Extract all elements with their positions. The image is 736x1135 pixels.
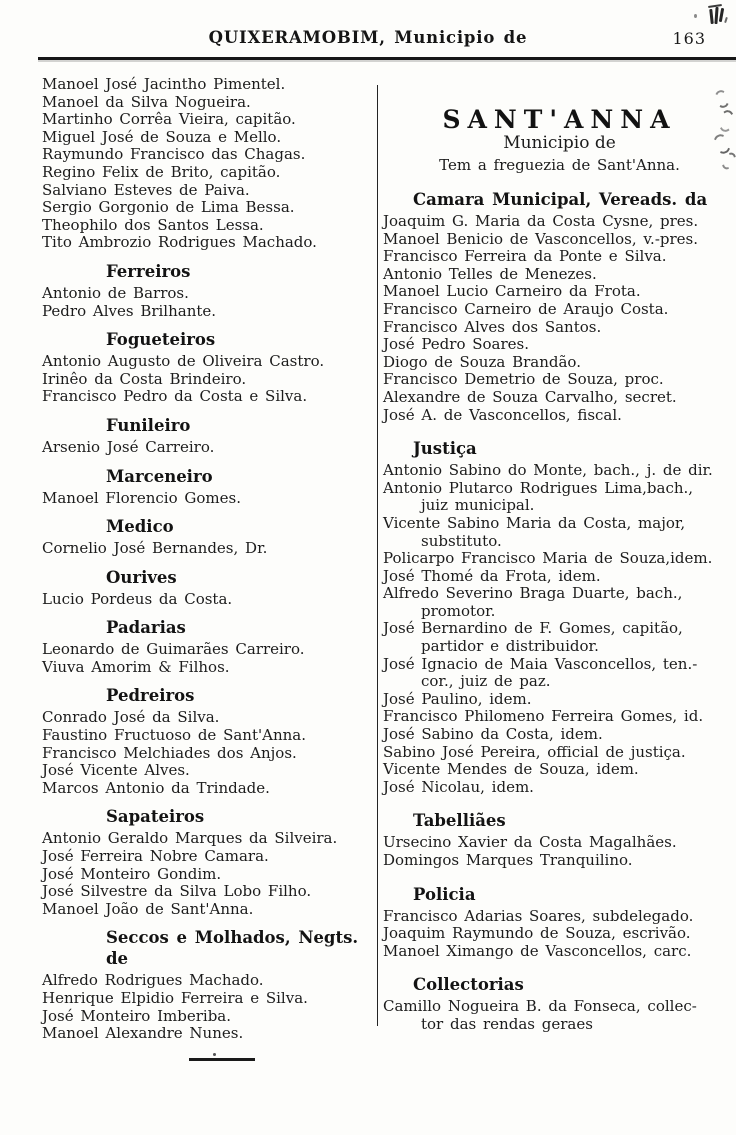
- person-entry: cor., juiz de paz.: [421, 672, 551, 691]
- person-entry: José Pedro Soares.: [383, 335, 530, 354]
- person-entry: Sergio Gorgonio de Lima Bessa.: [42, 198, 295, 217]
- person-entry: José Nicolau, idem.: [383, 777, 534, 796]
- person-entry: Camillo Nogueira B. da Fonseca, collec-: [383, 997, 697, 1016]
- person-entry: Policarpo Francisco Maria de Souza,idem.: [383, 549, 713, 568]
- person-entry: Francisco Adarias Soares, subdelegado.: [383, 906, 694, 925]
- person-entry: Francisco Demetrio de Souza, proc.: [383, 370, 664, 389]
- directory-section: [383, 438, 736, 796]
- section-title: Pedreiros: [106, 686, 195, 706]
- intro-name-list: [42, 76, 373, 252]
- section-title: Ourives: [106, 567, 177, 587]
- person-entry: José Vicente Alves.: [42, 761, 190, 780]
- ink-speck: [213, 1053, 216, 1056]
- person-entry: Theophilo dos Santos Lessa.: [42, 215, 264, 234]
- person-entry: Martinho Corrêa Vieira, capitão.: [42, 110, 296, 129]
- person-entry: Alexandre de Souza Carvalho, secret.: [383, 387, 677, 406]
- person-entry: Faustino Fructuoso de Sant'Anna.: [42, 726, 306, 745]
- person-entry: Antonio Geraldo Marques da Silveira.: [42, 829, 338, 848]
- person-entry: Francisco Melchiades dos Anjos.: [42, 743, 297, 762]
- person-entry: Joaquim G. Maria da Costa Cysne, pres.: [383, 212, 699, 230]
- person-entry: Sabino José Pereira, official de justiça.: [383, 742, 686, 761]
- freguezia-note: Tem a freguezia de Sant'Anna.: [439, 156, 680, 174]
- person-entry: Leonardo de Guimarães Carreiro.: [42, 640, 305, 659]
- person-entry: promotor.: [421, 601, 496, 620]
- person-entry: Pedro Alves Brilhante.: [42, 301, 217, 320]
- page-number: 163: [672, 29, 706, 48]
- directory-section: [42, 516, 373, 558]
- person-entry: substituto.: [421, 531, 502, 550]
- section-title: Padarias: [106, 618, 186, 638]
- person-entry: Francisco Carneiro de Araujo Costa.: [383, 299, 669, 318]
- directory-section: [42, 567, 373, 609]
- person-entry: José Monteiro Gondim.: [42, 864, 222, 883]
- section-title: Medico: [106, 517, 174, 537]
- directory-section: [42, 685, 373, 797]
- left-section-list: [42, 261, 373, 1043]
- person-entry: Vicente Mendes de Souza, idem.: [383, 760, 639, 779]
- person-entry: Alfredo Severino Braga Duarte, bach.,: [383, 584, 683, 603]
- person-entry: Antonio de Barros.: [42, 283, 189, 302]
- municipality-title: SANT'ANNA: [442, 105, 677, 134]
- municipality-subtitle: Municipio de: [503, 133, 616, 153]
- ink-scribble-margin: [709, 88, 736, 170]
- person-entry: José A. de Vasconcellos, fiscal.: [383, 405, 622, 424]
- directory-section: [42, 806, 373, 918]
- person-entry: José Bernardino de F. Gomes, capitão,: [383, 619, 683, 638]
- ink-mark-corner: [706, 5, 732, 29]
- person-entry: Manoel José Jacintho Pimentel.: [42, 75, 286, 93]
- person-entry: Ursecino Xavier da Costa Magalhães.: [383, 833, 677, 852]
- person-entry: Francisco Philomeno Ferreira Gomes, id.: [383, 707, 704, 726]
- person-entry: Antonio Telles de Menezes.: [383, 264, 597, 283]
- directory-section: [42, 415, 373, 457]
- person-entry: Conrado José da Silva.: [42, 708, 220, 727]
- section-title: Collectorias: [413, 975, 524, 995]
- ink-fleck: [694, 14, 697, 18]
- running-title: QUIXERAMOBIM, Municipio de: [208, 28, 528, 47]
- person-entry: José Thomé da Frota, idem.: [383, 566, 601, 585]
- header-rule: [38, 57, 736, 60]
- person-entry: José Paulino, idem.: [383, 689, 532, 708]
- person-entry: José Ignacio de Maia Vasconcellos, ten.-: [383, 654, 698, 673]
- section-title: Camara Municipal, Vereads. da: [413, 190, 708, 209]
- person-entry: Vicente Sabino Maria da Costa, major,: [383, 513, 686, 532]
- left-column: [42, 76, 373, 1061]
- person-entry: Marcos Antonio da Trindade.: [42, 778, 270, 797]
- section-title: Seccos e Molhados, Negts. de: [106, 928, 359, 969]
- person-entry: Arsenio José Carreiro.: [42, 437, 215, 456]
- person-entry: Manoel Florencio Gomes.: [42, 488, 241, 507]
- person-entry: tor das rendas geraes: [421, 1014, 593, 1033]
- section-title: Funileiro: [106, 415, 191, 435]
- section-title: Justiça: [413, 439, 477, 459]
- person-entry: Antonio Plutarco Rodrigues Lima,bach.,: [383, 478, 694, 497]
- person-entry: juiz municipal.: [421, 496, 535, 515]
- directory-section: [383, 810, 736, 869]
- person-entry: Francisco Alves dos Santos.: [383, 317, 602, 336]
- directory-section: [42, 927, 373, 1042]
- person-entry: José Ferreira Nobre Camara.: [42, 847, 269, 866]
- person-entry: partidor e distribuidor.: [421, 637, 599, 656]
- directory-section: [42, 261, 373, 320]
- section-title: Ferreiros: [106, 261, 191, 281]
- person-entry: Antonio Sabino do Monte, bach., j. de dir.: [383, 461, 713, 480]
- person-entry: Manoel Lucio Carneiro da Frota.: [383, 282, 641, 301]
- person-entry: Henrique Elpidio Ferreira e Silva.: [42, 989, 308, 1007]
- section-title: Marceneiro: [106, 466, 213, 486]
- person-entry: Salviano Esteves de Paiva.: [42, 180, 250, 199]
- person-entry: Raymundo Francisco das Chagas.: [42, 145, 306, 164]
- person-entry: Manoel da Silva Nogueira.: [42, 92, 251, 111]
- person-entry: Cornelio José Bernandes, Dr.: [42, 539, 268, 558]
- right-section-list: [383, 189, 736, 1034]
- person-entry: Antonio Augusto de Oliveira Castro.: [42, 352, 325, 371]
- directory-section: [42, 617, 373, 676]
- person-entry: José Silvestre da Silva Lobo Filho.: [42, 882, 312, 901]
- section-title: Tabelliães: [413, 811, 506, 831]
- person-entry: Manoel Alexandre Nunes.: [42, 1024, 244, 1043]
- section-title: Fogueteiros: [106, 330, 216, 350]
- section-title: Policia: [413, 884, 476, 904]
- directory-section: [42, 329, 373, 406]
- right-column: [383, 76, 736, 1034]
- section-end-rule: [189, 1058, 255, 1061]
- person-entry: Tito Ambrozio Rodrigues Machado.: [42, 233, 317, 252]
- person-entry: Francisco Pedro da Costa e Silva.: [42, 387, 308, 406]
- person-entry: Francisco Ferreira da Ponte e Silva.: [383, 247, 667, 266]
- person-entry: Miguel José de Souza e Mello.: [42, 127, 282, 146]
- person-entry: Regino Felix de Brito, capitão.: [42, 162, 281, 181]
- person-entry: Irinêo da Costa Brindeiro.: [42, 369, 247, 388]
- person-entry: Lucio Pordeus da Costa.: [42, 589, 233, 608]
- person-entry: José Monteiro Imberiba.: [42, 1006, 232, 1025]
- directory-section: [42, 466, 373, 508]
- person-entry: Diogo de Souza Brandão.: [383, 352, 581, 371]
- person-entry: Manoel João de Sant'Anna.: [42, 899, 254, 918]
- person-entry: Manoel Ximango de Vasconcellos, carc.: [383, 941, 692, 960]
- page-header: [0, 28, 736, 54]
- person-entry: Joaquim Raymundo de Souza, escrivão.: [383, 924, 691, 943]
- person-entry: Manoel Benicio de Vasconcellos, v.-pres.: [383, 229, 699, 248]
- person-entry: Viuva Amorim & Filhos.: [42, 657, 230, 676]
- column-divider: [377, 85, 378, 1026]
- person-entry: Domingos Marques Tranquilino.: [383, 851, 633, 869]
- directory-section: [383, 974, 736, 1033]
- section-title: Sapateiros: [106, 807, 205, 827]
- person-entry: José Sabino da Costa, idem.: [383, 725, 603, 744]
- directory-section: [383, 189, 736, 424]
- person-entry: Alfredo Rodrigues Machado.: [42, 971, 264, 990]
- directory-section: [383, 884, 736, 961]
